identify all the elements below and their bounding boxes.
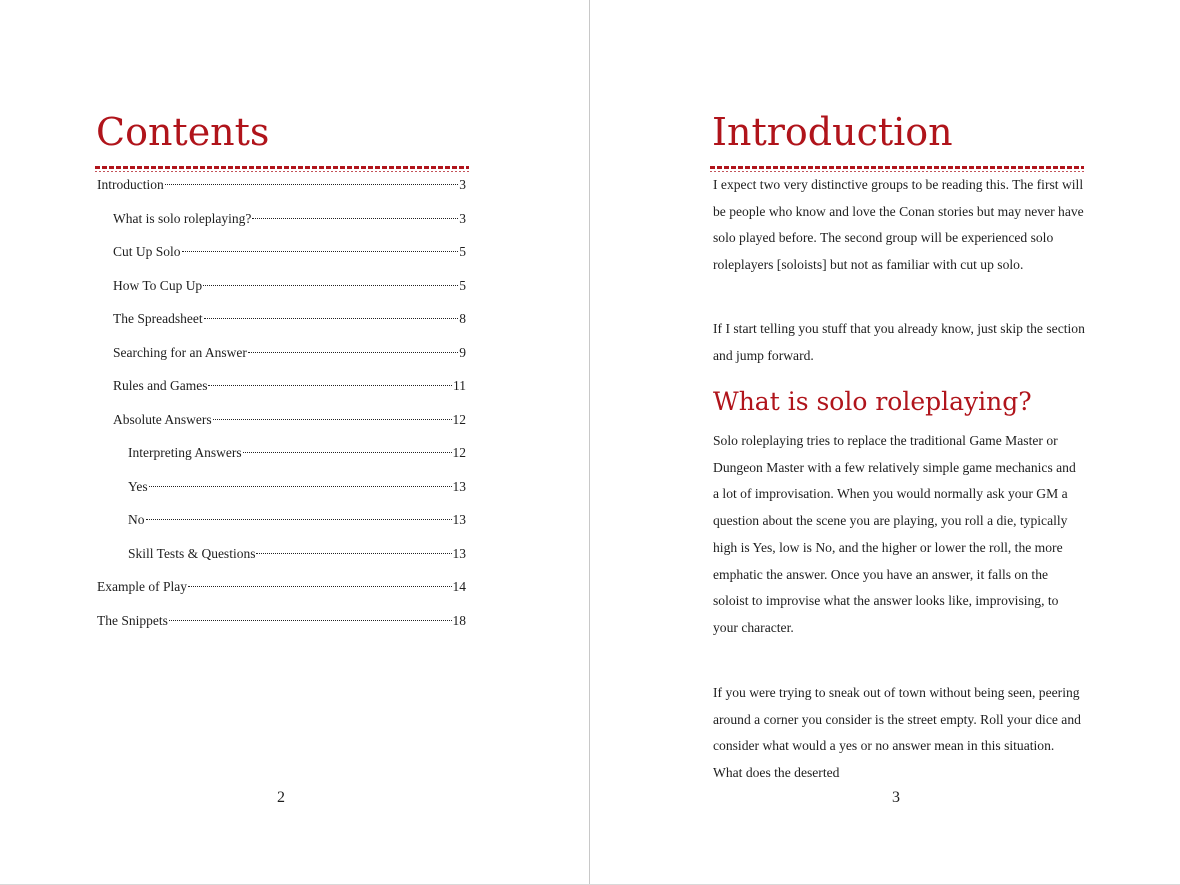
toc-entry-label: Absolute Answers	[113, 411, 212, 427]
toc-dot-leader	[213, 405, 452, 420]
toc-entry-the-spreadsheet[interactable]	[97, 305, 466, 339]
toc-entry-page: 18	[452, 612, 466, 628]
title-divider	[95, 166, 469, 169]
toc-entry-label: Yes	[128, 478, 148, 494]
toc-entry-label: No	[128, 512, 145, 527]
toc-entry-skill-tests-and-questions[interactable]	[97, 540, 466, 574]
table-of-contents	[97, 171, 466, 640]
body-paragraph: I expect two very distinctive groups to be reading this. The first will be people who know and love the Conan stories but may never have solo played before. The second group will be experienced solo roleplayers [soloists] but not as familiar with cut up solo.	[713, 177, 1084, 273]
toc-entry-page: 14	[452, 579, 466, 594]
toc-entry-searching-for-an-answer[interactable]	[97, 339, 466, 373]
toc-entry-introduction[interactable]	[97, 171, 466, 205]
toc-dot-leader	[252, 204, 458, 219]
left-page	[0, 0, 589, 885]
toc-entry-page: 5	[459, 277, 466, 293]
toc-dot-leader	[204, 305, 459, 320]
toc-entry-cut-up-solo[interactable]	[97, 238, 466, 272]
toc-entry-page: 3	[459, 210, 466, 226]
toc-dot-leader	[256, 539, 451, 554]
toc-dot-leader	[208, 372, 452, 387]
toc-entry-label: Skill Tests & Questions	[128, 545, 256, 561]
toc-dot-leader	[248, 338, 458, 353]
toc-entry-page: 12	[452, 445, 466, 460]
title-divider	[710, 166, 1084, 169]
toc-entry-label: What is solo roleplaying?	[113, 210, 252, 226]
toc-entry-absolute-answers[interactable]	[97, 406, 466, 440]
toc-entry-label: Example of Play	[97, 579, 187, 594]
toc-entry-the-snippets[interactable]	[97, 607, 466, 641]
toc-dot-leader	[243, 439, 452, 454]
toc-entry-label: The Spreadsheet	[113, 311, 203, 326]
toc-entry-yes[interactable]	[97, 473, 466, 507]
toc-entry-example-of-play[interactable]	[97, 573, 466, 607]
toc-entry-page: 13	[452, 545, 466, 561]
toc-entry-page: 11	[453, 378, 466, 393]
toc-dot-leader	[146, 506, 452, 521]
toc-entry-label: Interpreting Answers	[128, 445, 242, 460]
toc-entry-label: Rules and Games	[113, 378, 208, 393]
toc-entry-label: The Snippets	[97, 612, 168, 628]
right-page	[590, 0, 1180, 885]
toc-entry-label: Cut Up Solo	[113, 244, 181, 259]
contents-title: Contents	[96, 110, 270, 154]
toc-dot-leader	[149, 472, 452, 487]
toc-dot-leader	[169, 606, 452, 621]
toc-entry-page: 13	[452, 478, 466, 494]
page-number: 3	[892, 789, 900, 806]
toc-entry-page: 8	[459, 311, 466, 326]
toc-entry-what-is-solo-roleplaying[interactable]	[97, 205, 466, 239]
body-paragraph: If I start telling you stuff that you already know, just skip the section and jump forward.	[713, 321, 1085, 363]
page-number: 2	[277, 789, 285, 806]
toc-entry-no[interactable]	[97, 506, 466, 540]
toc-dot-leader	[165, 171, 459, 186]
toc-entry-label: How To Cup Up	[113, 277, 203, 293]
toc-entry-page: 3	[459, 177, 466, 192]
toc-entry-rules-and-games[interactable]	[97, 372, 466, 406]
toc-dot-leader	[203, 271, 458, 286]
body-paragraph: Solo roleplaying tries to replace the traditional Game Master or Dungeon Master with a few relatively simple game mechanics and a lot of improvisation. When you would normally ask your GM a question about the scene you are playing, you roll a die, typically high is Yes, low is No, and the higher or lower the roll, the more emphatic the answer. Once you have an answer, it falls on the soloist to improvise what the answer looks like, improvising, to your character.	[713, 433, 1076, 635]
toc-entry-label: Introduction	[97, 177, 164, 192]
introduction-title: Introduction	[712, 110, 953, 154]
toc-entry-page: 5	[459, 244, 466, 259]
toc-entry-how-to-cup-up[interactable]	[97, 272, 466, 306]
toc-entry-label: Searching for an Answer	[113, 344, 247, 360]
section-heading: What is solo roleplaying?	[713, 387, 1032, 416]
toc-entry-interpreting-answers[interactable]	[97, 439, 466, 473]
toc-entry-page: 12	[452, 411, 466, 427]
toc-entry-page: 13	[452, 512, 466, 527]
body-paragraph: If you were trying to sneak out of town without being seen, peering around a corner you consider is the street empty. Roll your dice and consider what would a yes or no answer mean in this situation. What does the deserted	[713, 685, 1081, 781]
toc-entry-page: 9	[459, 344, 466, 360]
toc-dot-leader	[182, 238, 459, 253]
toc-dot-leader	[188, 573, 452, 588]
